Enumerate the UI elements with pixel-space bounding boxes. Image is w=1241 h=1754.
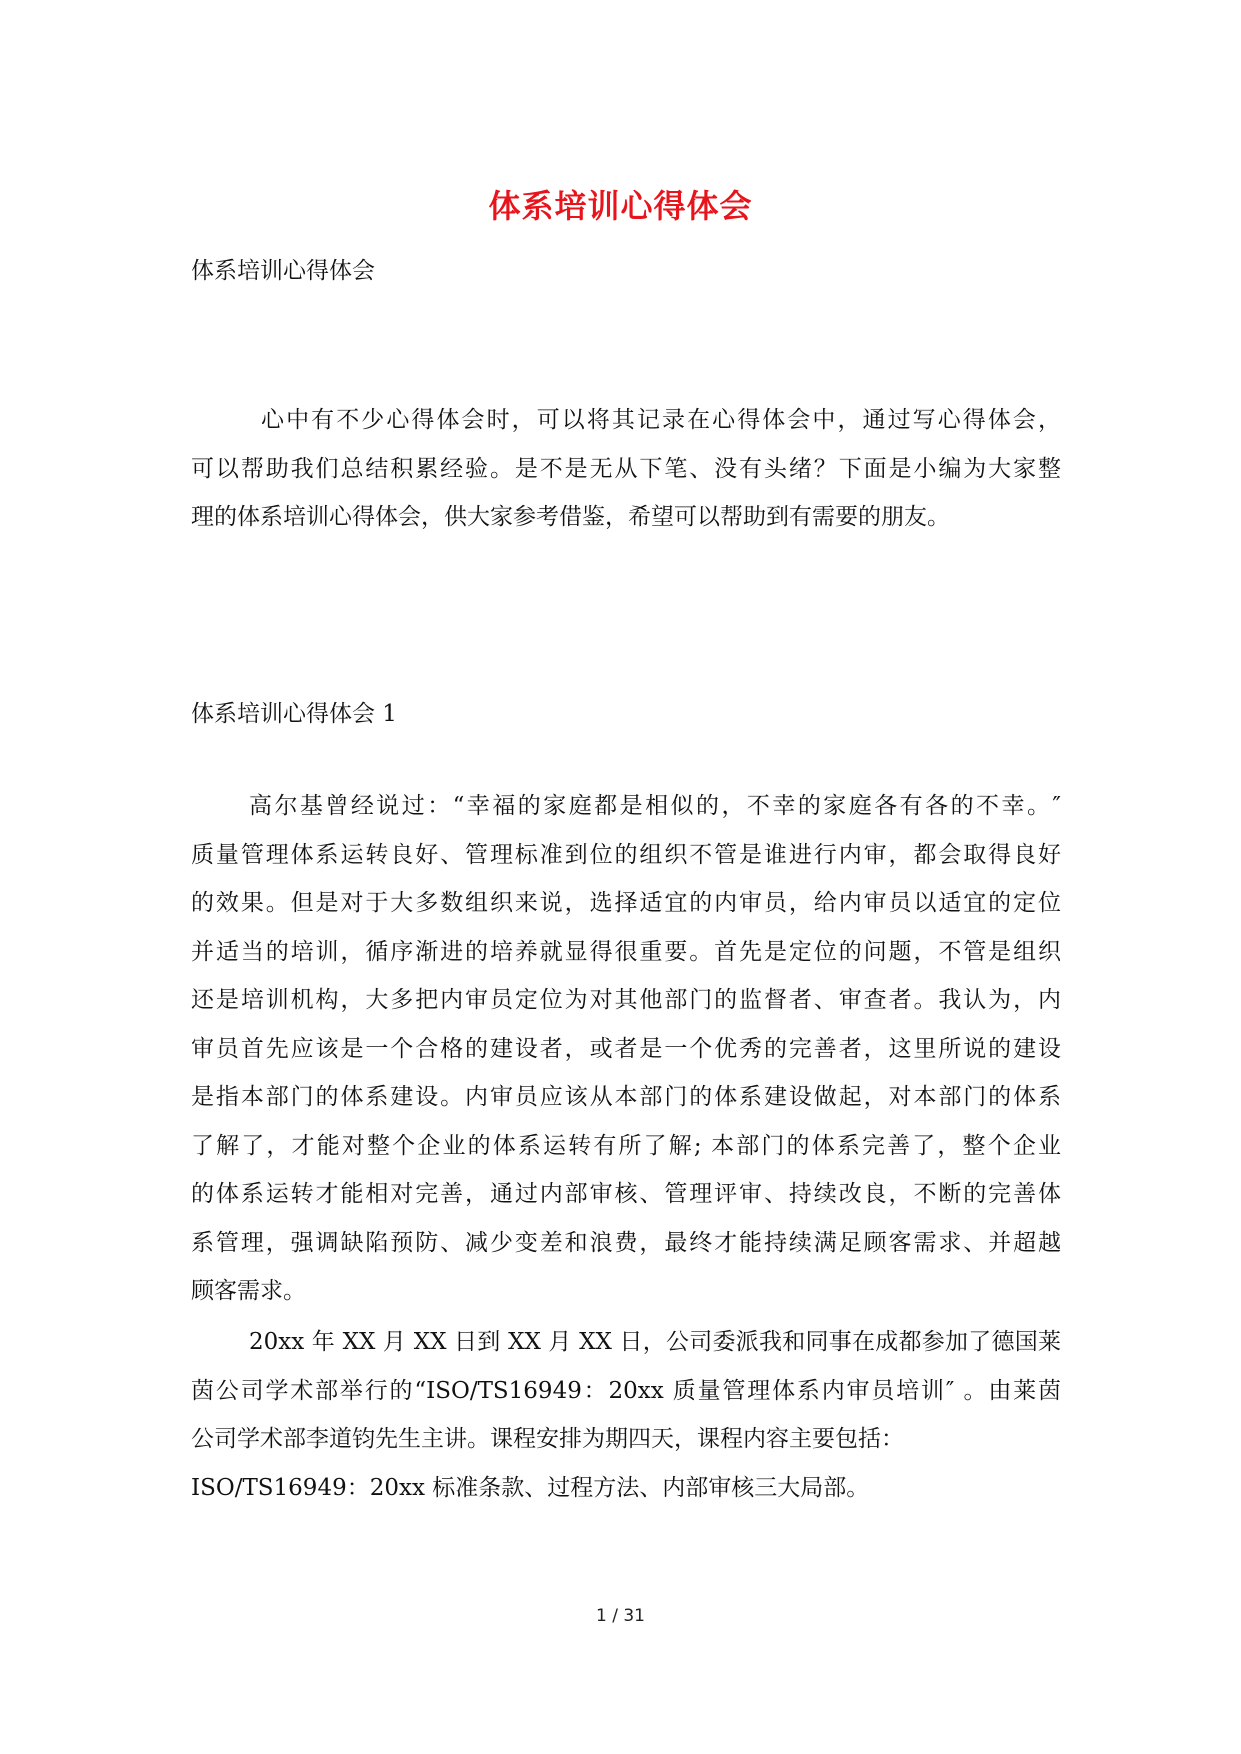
paragraph-line: 20xx 年 XX 月 XX 日到 XX 月 XX 日，公司委派我和同事在成都参加了德国莱 <box>249 1329 1061 1355</box>
paragraph-line: 公司学术部李道钧先生主讲。课程安排为期四天，课程内容主要包括： <box>191 1426 904 1452</box>
paragraph-line: 系管理，强调缺陷预防、减少变差和浪费，最终才能持续满足顾客需求、并超越 <box>191 1229 1061 1256</box>
document-title: 体系培训心得体会 <box>488 187 753 225</box>
paragraph-line: 顾客需求。 <box>191 1278 306 1304</box>
intro-line: 心中有不少心得体会时，可以将其记录在心得体会中，通过写心得体会， <box>261 407 1061 433</box>
paragraph-line: 审员首先应该是一个合格的建设者，或者是一个优秀的完善者，这里所说的建设 <box>191 1035 1061 1062</box>
paragraph-line: 并适当的培训，循序渐进的培养就显得很重要。首先是定位的问题，不管是组织 <box>191 938 1061 965</box>
paragraph-line: 还是培训机构，大多把内审员定位为对其他部门的监督者、审查者。我认为，内 <box>191 987 1061 1013</box>
body-paragraph-1 <box>191 782 1061 1316</box>
paragraph-line: 茵公司学术部举行的“ISO/TS16949：20xx 质量管理体系内审员培训″ 。由莱茵 <box>191 1377 1061 1404</box>
document-subtitle: 体系培训心得体会 <box>191 258 375 284</box>
section-heading: 体系培训心得体会 1 <box>191 701 397 727</box>
page-number: 1 / 31 <box>596 1606 645 1626</box>
paragraph-line: 的效果。但是对于大多数组织来说，选择适宜的内审员，给内审员以适宜的定位 <box>191 890 1061 916</box>
paragraph-line: 质量管理体系运转良好、管理标准到位的组织不管是谁进行内审，都会取得良好 <box>191 841 1061 868</box>
paragraph-line: ISO/TS16949：20xx 标准条款、过程方法、内部审核三大局部。 <box>191 1474 870 1501</box>
paragraph-line: 高尔基曾经说过：“幸福的家庭都是相似的，不幸的家庭各有各的不幸。″ <box>249 793 1061 819</box>
intro-line: 理的体系培训心得体会，供大家参考借鉴，希望可以帮助到有需要的朋友。 <box>191 504 950 530</box>
intro-line: 可以帮助我们总结积累经验。是不是无从下笔、没有头绪？下面是小编为大家整 <box>191 455 1061 482</box>
intro-paragraph <box>191 396 1061 542</box>
paragraph-line: 的体系运转才能相对完善，通过内部审核、管理评审、持续改良，不断的完善体 <box>191 1181 1061 1207</box>
paragraph-line: 是指本部门的体系建设。内审员应该从本部门的体系建设做起，对本部门的体系 <box>191 1084 1061 1110</box>
body-paragraph-2 <box>191 1318 1061 1512</box>
paragraph-line: 了解了，才能对整个企业的体系运转有所了解; 本部门的体系完善了，整个企业 <box>191 1132 1061 1159</box>
